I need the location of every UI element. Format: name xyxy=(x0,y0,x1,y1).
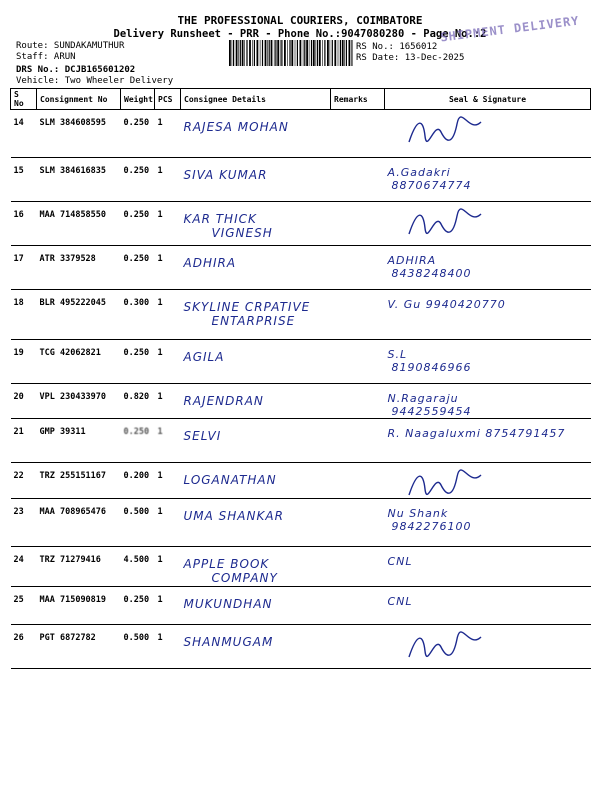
weight-value: 0.250 xyxy=(123,254,150,264)
barcode-bar xyxy=(306,40,308,66)
cell-sno: 16 xyxy=(11,202,37,246)
consignee-name: ADHIRA xyxy=(183,256,237,270)
table-row xyxy=(11,547,591,587)
cell-weight xyxy=(121,419,155,463)
weight-value: 0.250 xyxy=(123,595,150,605)
cell-sno: 25 xyxy=(11,587,37,625)
table-row xyxy=(11,290,591,340)
pcs-value: 1 xyxy=(157,595,163,605)
cell-consignment-no: ATR 3379528 xyxy=(37,246,121,290)
barcode-bar xyxy=(304,40,305,66)
cell-remarks xyxy=(331,202,385,246)
barcode-bar xyxy=(242,40,244,66)
cell-consignment-no: MAA 708965476 xyxy=(37,499,121,547)
weight-value: 0.300 xyxy=(123,298,150,308)
cell-remarks xyxy=(331,419,385,463)
table-row xyxy=(11,246,591,290)
pcs-value: 1 xyxy=(157,427,163,437)
barcode-bar xyxy=(284,40,286,66)
weight-value: 0.820 xyxy=(123,392,150,402)
barcode-bar xyxy=(240,40,241,66)
signature-scribble xyxy=(405,206,485,240)
barcode-bar xyxy=(275,40,276,66)
cell-signature xyxy=(385,290,591,340)
consignee-name: SIVA KUMAR xyxy=(183,168,268,182)
barcode-bar xyxy=(322,40,323,66)
cell-consignment-no: MAA 714858550 xyxy=(37,202,121,246)
header-sno: S No xyxy=(11,89,37,110)
barcode-bar xyxy=(300,40,302,66)
barcode-bar xyxy=(311,40,312,66)
cell-sno: 26 xyxy=(11,625,37,669)
cell-sno: 18 xyxy=(11,290,37,340)
barcode-bar xyxy=(351,40,352,66)
cell-signature xyxy=(385,340,591,384)
barcode-bar xyxy=(254,40,255,66)
barcode-bar xyxy=(324,40,325,66)
cell-consignment-no: TRZ 71279416 xyxy=(37,547,121,587)
cell-signature xyxy=(385,110,591,158)
table-row xyxy=(11,158,591,202)
signature-text: V. Gu 9940420770 xyxy=(387,298,506,311)
header-signature: Seal & Signature xyxy=(385,89,591,110)
consignee-name: RAJENDRAN xyxy=(183,394,264,408)
barcode-bar xyxy=(332,40,333,66)
barcode-bar xyxy=(281,40,282,66)
table-row xyxy=(11,499,591,547)
rs-date: RS Date: 13-Dec-2025 xyxy=(356,53,465,63)
barcode-bar xyxy=(229,40,231,66)
barcode-bar xyxy=(317,40,318,66)
cell-remarks xyxy=(331,384,385,419)
cell-consignee xyxy=(181,110,331,158)
cell-sno: 15 xyxy=(11,158,37,202)
table-row xyxy=(11,384,591,419)
consignee-name: RAJESA MOHAN xyxy=(183,120,289,134)
cell-weight xyxy=(121,499,155,547)
barcode-bar xyxy=(338,40,339,66)
cell-weight xyxy=(121,587,155,625)
cell-consignee xyxy=(181,340,331,384)
consignee-name: KAR THICK xyxy=(183,212,257,226)
barcode-bar xyxy=(319,40,321,66)
signature-text: R. Naagaluxmi 8754791457 xyxy=(387,427,566,440)
table-row xyxy=(11,202,591,246)
barcode-bar xyxy=(287,40,288,66)
consignee-name: SKYLINE CRPATIVE xyxy=(183,300,311,314)
cell-signature xyxy=(385,547,591,587)
cell-consignee xyxy=(181,463,331,499)
barcode-bar xyxy=(232,40,233,66)
cell-signature xyxy=(385,202,591,246)
cell-remarks xyxy=(331,290,385,340)
cell-pcs xyxy=(155,158,181,202)
weight-value: 0.250 xyxy=(123,348,150,358)
consignee-name: SELVI xyxy=(183,429,222,443)
cell-consignment-no: TRZ 255151167 xyxy=(37,463,121,499)
cell-pcs xyxy=(155,587,181,625)
vehicle-label: Vehicle: Two Wheeler Delivery xyxy=(16,76,174,86)
cell-signature xyxy=(385,384,591,419)
pcs-value: 1 xyxy=(157,118,163,128)
table-row xyxy=(11,625,591,669)
barcode-bar xyxy=(344,40,345,66)
weight-value: 0.500 xyxy=(123,507,150,517)
cell-consignee xyxy=(181,246,331,290)
header-pcs: PCS xyxy=(155,89,181,110)
cell-consignment-no: SLM 384608595 xyxy=(37,110,121,158)
cell-weight xyxy=(121,158,155,202)
signature-scribble xyxy=(405,114,485,148)
barcode-bar xyxy=(342,40,344,66)
cell-consignment-no: PGT 6872782 xyxy=(37,625,121,669)
cell-pcs xyxy=(155,384,181,419)
barcode-bar xyxy=(271,40,273,66)
consignee-name: UMA SHANKAR xyxy=(183,509,284,523)
weight-value: 0.250 xyxy=(123,118,150,128)
barcode-bar xyxy=(236,40,238,66)
cell-consignee xyxy=(181,587,331,625)
weight-value: 0.200 xyxy=(123,471,150,481)
pcs-value: 1 xyxy=(157,471,163,481)
barcode-bar xyxy=(280,40,281,66)
cell-consignee xyxy=(181,384,331,419)
consignee-name-line2: ENTARPRISE xyxy=(211,314,296,328)
weight-value: 0.250 xyxy=(123,210,150,220)
cell-remarks xyxy=(331,158,385,202)
barcode-bar xyxy=(297,40,298,66)
cell-consignment-no: SLM 384616835 xyxy=(37,158,121,202)
barcode-bar xyxy=(274,40,275,66)
pcs-value: 1 xyxy=(157,633,163,643)
runsheet-table xyxy=(10,88,591,669)
table-row xyxy=(11,110,591,158)
header-remarks: Remarks xyxy=(331,89,385,110)
signature-phone: 8870674774 xyxy=(391,179,472,192)
cell-signature xyxy=(385,587,591,625)
cell-remarks xyxy=(331,499,385,547)
cell-weight xyxy=(121,340,155,384)
table-row xyxy=(11,587,591,625)
barcode-bar xyxy=(346,40,347,66)
cell-consignee xyxy=(181,290,331,340)
cell-remarks xyxy=(331,463,385,499)
signature-text: CNL xyxy=(387,595,413,608)
weight-value: 4.500 xyxy=(123,555,150,565)
barcode xyxy=(229,40,353,66)
table-row xyxy=(11,463,591,499)
cell-consignment-no: BLR 495222045 xyxy=(37,290,121,340)
signature-text: A.Gadakri xyxy=(387,166,451,179)
cell-signature xyxy=(385,419,591,463)
barcode-bar xyxy=(353,40,354,66)
cell-sno: 19 xyxy=(11,340,37,384)
cell-signature xyxy=(385,499,591,547)
weight-value: 0.500 xyxy=(123,633,150,643)
pcs-value: 1 xyxy=(157,348,163,358)
cell-consignee xyxy=(181,499,331,547)
signature-scribble xyxy=(405,467,485,501)
cell-consignee xyxy=(181,419,331,463)
rs-number: RS No.: 1656012 xyxy=(356,42,438,52)
cell-weight xyxy=(121,547,155,587)
barcode-bar xyxy=(309,40,310,66)
cell-consignment-no: GMP 39311 xyxy=(37,419,121,463)
cell-sno: 17 xyxy=(11,246,37,290)
cell-consignment-no: VPL 230433970 xyxy=(37,384,121,419)
cell-pcs xyxy=(155,246,181,290)
table-row xyxy=(11,340,591,384)
cell-consignment-no: MAA 715090819 xyxy=(37,587,121,625)
header-consignment: Consignment No xyxy=(37,89,121,110)
pcs-value: 1 xyxy=(157,555,163,565)
barcode-bar xyxy=(246,40,247,66)
barcode-bar xyxy=(269,40,270,66)
consignee-name: MUKUNDHAN xyxy=(183,597,273,611)
cell-sno: 21 xyxy=(11,419,37,463)
cell-weight xyxy=(121,290,155,340)
consignee-name-line2: VIGNESH xyxy=(211,226,273,240)
drs-number: DRS No.: DCJB165601202 xyxy=(16,65,136,75)
cell-remarks xyxy=(331,625,385,669)
consignee-name: APPLE BOOK xyxy=(183,557,270,571)
signature-phone: 8190846966 xyxy=(391,361,472,374)
barcode-bar xyxy=(340,40,341,66)
barcode-bar xyxy=(238,40,239,66)
cell-remarks xyxy=(331,110,385,158)
pcs-value: 1 xyxy=(157,298,163,308)
cell-consignee xyxy=(181,625,331,669)
barcode-bar xyxy=(262,40,263,66)
pcs-value: 1 xyxy=(157,210,163,220)
cell-sno: 23 xyxy=(11,499,37,547)
cell-remarks xyxy=(331,587,385,625)
consignee-name: LOGANATHAN xyxy=(183,473,277,487)
consignee-name: AGILA xyxy=(183,350,225,364)
cell-signature xyxy=(385,158,591,202)
consignee-name: SHANMUGAM xyxy=(183,635,274,649)
cell-pcs xyxy=(155,290,181,340)
barcode-bar xyxy=(257,40,259,66)
cell-pcs xyxy=(155,547,181,587)
table-row xyxy=(11,419,591,463)
cell-sno: 20 xyxy=(11,384,37,419)
signature-phone: 9442559454 xyxy=(391,405,472,418)
barcode-bar xyxy=(289,40,290,66)
barcode-bar xyxy=(277,40,279,66)
cell-signature xyxy=(385,246,591,290)
header-weight: Weight xyxy=(121,89,155,110)
barcode-bar xyxy=(233,40,234,66)
pcs-value: 1 xyxy=(157,507,163,517)
pcs-value: 1 xyxy=(157,166,163,176)
barcode-bar xyxy=(244,40,245,66)
document-subtitle: Delivery Runsheet - PRR - Phone No.:9047080280 - Page No.:2 xyxy=(113,28,487,40)
pcs-value: 1 xyxy=(157,254,163,264)
signature-text: S.L xyxy=(387,348,408,361)
barcode-bar xyxy=(260,40,261,66)
cell-pcs xyxy=(155,499,181,547)
barcode-bar xyxy=(327,40,329,66)
cell-signature xyxy=(385,463,591,499)
cell-signature xyxy=(385,625,591,669)
barcode-bar xyxy=(265,40,267,66)
cell-consignee xyxy=(181,547,331,587)
signature-scribble xyxy=(405,629,485,663)
consignee-name-line2: COMPANY xyxy=(211,571,278,585)
cell-sno: 22 xyxy=(11,463,37,499)
table-header-row xyxy=(11,89,591,110)
barcode-bar xyxy=(349,40,351,66)
signature-text: CNL xyxy=(387,555,413,568)
staff-label: Staff: ARUN xyxy=(16,52,76,62)
cell-pcs xyxy=(155,419,181,463)
route-label: Route: SUNDAKAMUTHUR xyxy=(16,41,125,51)
signature-phone: 8438248400 xyxy=(391,267,472,280)
signature-text: ADHIRA xyxy=(387,254,437,267)
barcode-bar xyxy=(334,40,336,66)
barcode-bar xyxy=(249,40,251,66)
cell-weight xyxy=(121,463,155,499)
cell-weight xyxy=(121,202,155,246)
cell-remarks xyxy=(331,340,385,384)
barcode-bar xyxy=(252,40,253,66)
weight-value: 0.250 xyxy=(123,427,150,437)
barcode-bar xyxy=(313,40,315,66)
cell-remarks xyxy=(331,246,385,290)
barcode-bar xyxy=(267,40,268,66)
pcs-value: 1 xyxy=(157,392,163,402)
cell-consignment-no: TCG 42062821 xyxy=(37,340,121,384)
cell-pcs xyxy=(155,110,181,158)
signature-text: Nu Shank xyxy=(387,507,449,520)
cell-weight xyxy=(121,246,155,290)
cell-remarks xyxy=(331,547,385,587)
cell-consignee xyxy=(181,202,331,246)
cell-weight xyxy=(121,625,155,669)
delivery-stamp: SHIPMENT DELIVERY xyxy=(439,13,581,45)
barcode-bar xyxy=(295,40,296,66)
cell-sno: 14 xyxy=(11,110,37,158)
cell-weight xyxy=(121,384,155,419)
cell-pcs xyxy=(155,463,181,499)
barcode-bar xyxy=(330,40,331,66)
cell-pcs xyxy=(155,340,181,384)
signature-phone: 9842276100 xyxy=(391,520,472,533)
cell-consignee xyxy=(181,158,331,202)
cell-pcs xyxy=(155,202,181,246)
barcode-bar xyxy=(316,40,317,66)
cell-weight xyxy=(121,110,155,158)
barcode-bar xyxy=(291,40,293,66)
document-title: THE PROFESSIONAL COURIERS, COIMBATORE xyxy=(177,14,423,27)
header-consignee: Consignee Details xyxy=(181,89,331,110)
signature-text: N.Ragaraju xyxy=(387,392,459,405)
weight-value: 0.250 xyxy=(123,166,150,176)
cell-sno: 24 xyxy=(11,547,37,587)
barcode-bar xyxy=(303,40,304,66)
cell-pcs xyxy=(155,625,181,669)
